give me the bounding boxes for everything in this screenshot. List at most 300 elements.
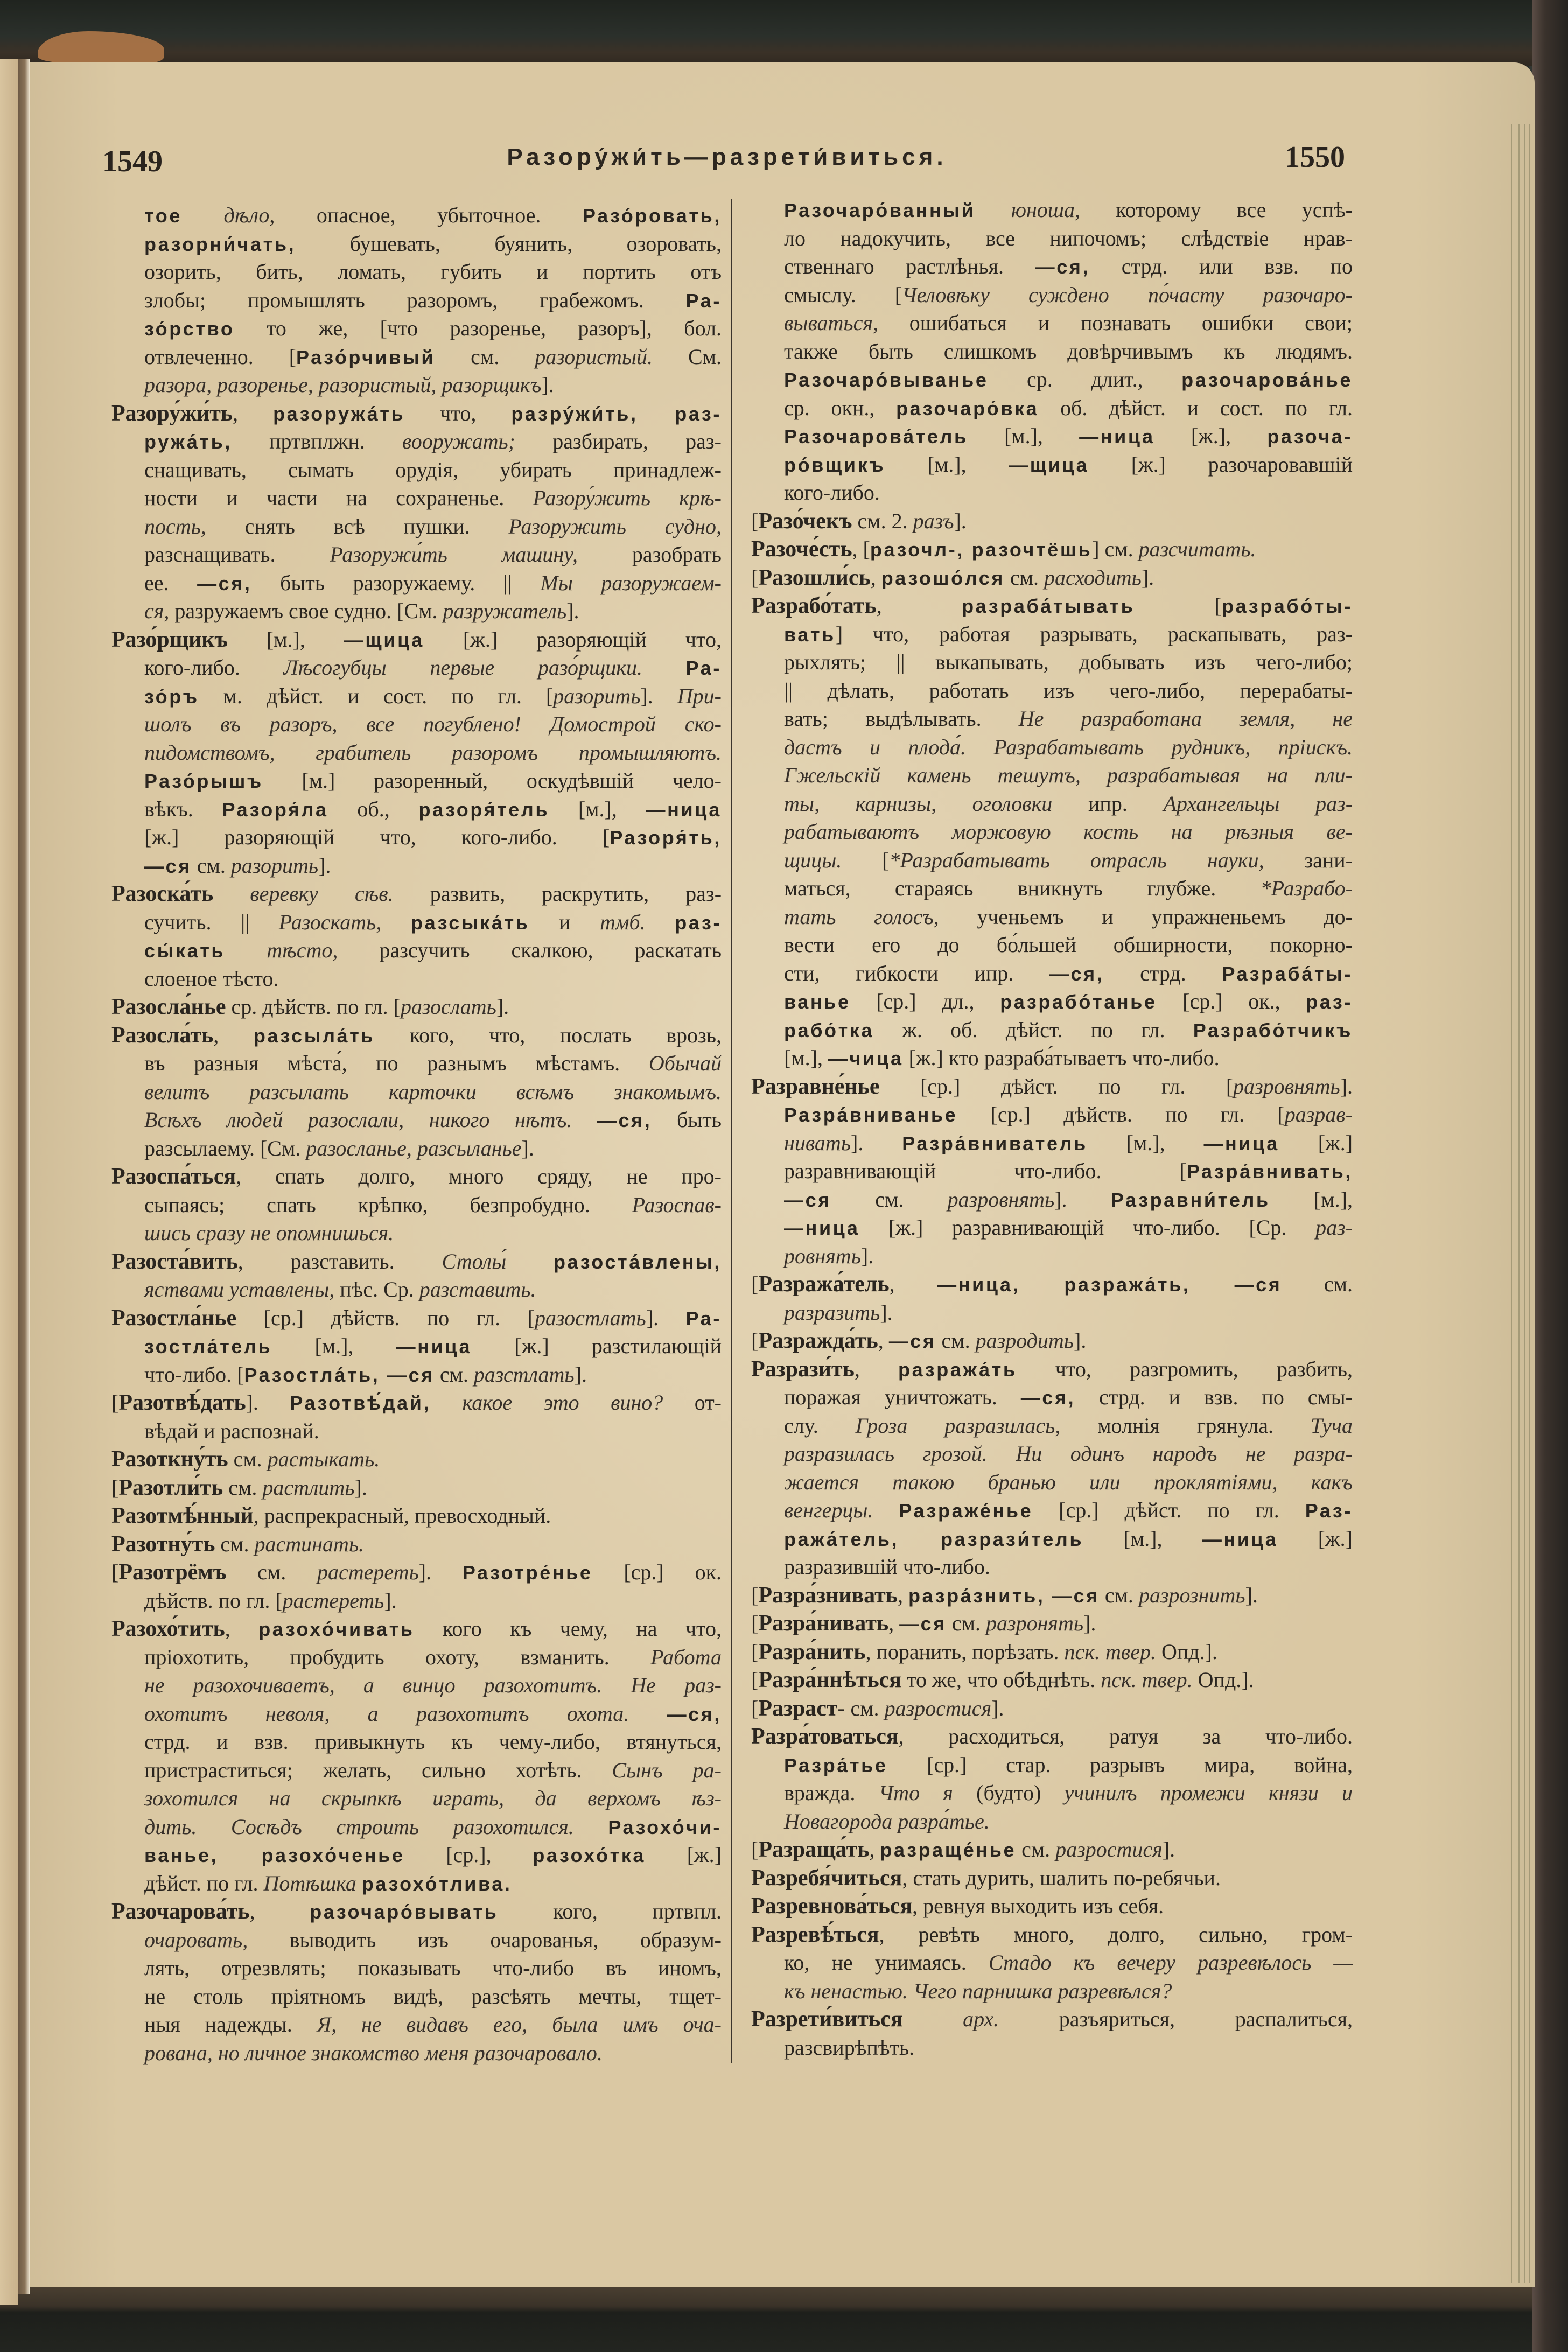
entry-text: , ревнуя выходить изъ себя.: [912, 1894, 1164, 1918]
entry-text: ].: [1054, 1187, 1111, 1212]
italic-example: разставить.: [419, 1277, 536, 1301]
entry-text: разсылаему. [См.: [144, 1136, 306, 1160]
entry-text-line: [111, 314, 722, 343]
entry-text-line: [751, 874, 1353, 903]
spaced-bold-form: Разочаро́ванный: [784, 199, 976, 221]
entry-text: [975, 198, 1011, 222]
entry-text-line: [111, 710, 722, 739]
entry-text-line: [751, 1808, 1353, 1836]
spaced-bold-form: разочаро́вка: [896, 397, 1039, 419]
headword: Разохо́тить: [111, 1616, 225, 1641]
entry-text: [: [751, 1668, 759, 1692]
spaced-bold-form: разру́жи́ть, раз-: [511, 402, 722, 425]
entry-text-line: [111, 428, 722, 456]
italic-example: растереть: [317, 1560, 419, 1584]
entry-text: стрд. или взв. по: [1090, 254, 1353, 278]
entry-text-line: [111, 1728, 722, 1756]
entry-text: разравнивающій что-либо. [: [784, 1159, 1187, 1183]
spaced-bold-form: зостла́тель: [144, 1335, 272, 1357]
left-column: [111, 201, 722, 2067]
italic-example: разстлать: [473, 1362, 575, 1387]
entry-headword-line: [111, 1474, 722, 1502]
spaced-bold-form: —ся,: [197, 572, 252, 594]
entry-text: ].: [1141, 565, 1154, 590]
entry-text-line: [111, 795, 722, 824]
entry-text: снять всѣ пушки.: [206, 514, 509, 538]
headword: Разошли́сь: [758, 565, 871, 590]
italic-example: пидомствомъ, грабитель разоромъ промышляютъ.: [144, 740, 722, 765]
entry-text: [381, 910, 411, 934]
italic-example: Разоружить судно,: [508, 514, 722, 538]
entry-text: ].: [954, 508, 967, 533]
entry-headword-line: [111, 1163, 722, 1191]
spaced-bold-form: ро́вщикъ: [784, 453, 886, 476]
entry-text-line: [751, 1157, 1353, 1186]
entry-text: [м.],: [228, 627, 344, 652]
entry-headword-line: [111, 880, 722, 908]
entry-text: см.: [946, 1611, 986, 1635]
spaced-bold-form: Ра-: [685, 289, 722, 312]
entry-text: стрд.: [1104, 961, 1222, 985]
entry-text: [225, 938, 267, 962]
italic-example: Что я: [878, 1781, 953, 1805]
spaced-bold-form: ванье: [784, 991, 851, 1013]
entry-text: дѣйст. по гл.: [144, 1871, 264, 1895]
entry-text: об.,: [328, 796, 419, 821]
entry-text: , разставить.: [237, 1249, 442, 1273]
entry-text: въ разныя мѣста́, по разнымъ мѣстамъ.: [144, 1051, 649, 1075]
italic-example: венгерцы.: [784, 1498, 873, 1522]
headword: Разра́нить: [758, 1639, 866, 1664]
entry-text: см.: [215, 1531, 255, 1556]
entry-text: ] что, работая разрывать, раскапывать, раз-: [835, 621, 1353, 646]
entry-text: ].: [860, 1243, 874, 1268]
entry-text: [356, 1871, 362, 1895]
italic-example: Обычай: [648, 1051, 722, 1075]
entry-text: разбирать, раз-: [515, 429, 722, 453]
italic-example: Гроза разразилась,: [855, 1413, 1061, 1438]
italic-example: разорить: [230, 853, 319, 878]
italic-example: охотитъ неволя, а разохотитъ охота.: [144, 1701, 629, 1726]
entry-text: снащивать, сымать орудія, убирать принадлеж-: [144, 457, 722, 482]
headword: Разоска́ть: [111, 881, 214, 906]
entry-text-line: [751, 2034, 1353, 2062]
entry-text: [574, 1815, 608, 1839]
spaced-bold-form: Ра-: [685, 1307, 722, 1329]
entry-text-line: [111, 1870, 722, 1898]
entry-text: ж. об. дѣйст. по гл.: [874, 1017, 1193, 1042]
entry-headword-line: [111, 1248, 722, 1276]
entry-text-line: [111, 1813, 722, 1842]
entry-text: ].: [1083, 1611, 1096, 1635]
entry-text: [646, 910, 675, 934]
entry-text: [642, 655, 686, 680]
italic-example: къ ненастью. Чего парнишка разревѣлся?: [784, 1978, 1172, 2003]
spaced-bold-form: раз-: [675, 911, 722, 934]
entry-text: [ср.] ок.,: [1157, 989, 1306, 1013]
entry-text: не столь пріятномъ видѣ, разсѣять мечты, тщет-: [144, 1984, 722, 2008]
entry-text-line: [751, 988, 1353, 1016]
headword: Разра́нивать: [758, 1611, 889, 1636]
headword: Разотли́ть: [118, 1475, 223, 1500]
entry-text-line: [751, 931, 1353, 960]
spaced-bold-form: —ница: [396, 1335, 472, 1357]
book-cover-top: [0, 0, 1568, 66]
entry-text: [ж.] разравнивающій что-либо. [Ср.: [859, 1215, 1316, 1240]
entry-headword-line: [751, 1609, 1353, 1638]
entry-text-line: [111, 484, 722, 513]
entry-text-line: [751, 1044, 1353, 1073]
entry-text: и: [529, 909, 600, 934]
entry-headword-line: [111, 1530, 722, 1559]
entry-text: ученьемъ и упражненьемъ до-: [939, 904, 1353, 929]
entry-text-line: [111, 1983, 722, 2011]
spaced-bold-form: Разоря́ла: [222, 798, 328, 821]
entry-text: кого-либо.: [784, 480, 880, 505]
entry-headword-line: [751, 1723, 1353, 1751]
running-head: Разору́жи́ть—разрети́виться.: [507, 144, 947, 170]
italic-example: Архангельцы раз-: [1163, 791, 1353, 816]
entry-text: разсучить скалкою, раскатать: [338, 938, 722, 962]
entry-text: пѣс. Ср.: [334, 1277, 419, 1301]
entry-text: что, разгромить, разбить,: [1017, 1356, 1353, 1381]
entry-headword-line: [111, 1615, 722, 1643]
entry-text: [: [842, 848, 890, 872]
entry-text: [: [751, 565, 759, 590]
entry-text: ].: [851, 1130, 902, 1155]
entry-text: , стать дурить, шалить по-ребячьи.: [902, 1865, 1221, 1890]
entry-text: ].: [521, 1136, 534, 1160]
entry-text: ,: [888, 1611, 900, 1635]
entry-text-line: [751, 225, 1353, 253]
spaced-bold-form: Разохо́чи-: [608, 1816, 722, 1838]
entry-text-line: [111, 1219, 722, 1248]
spaced-bold-form: разража́ть: [898, 1358, 1017, 1381]
italic-example: Гжельскій камень тешутъ, разрабатывая на пли-: [784, 763, 1353, 787]
entry-text: также быть слишкомъ довѣрчивымъ къ людямъ.: [784, 339, 1353, 363]
entry-text: , расходиться, ратуя за что-либо.: [898, 1724, 1353, 1748]
spaced-bold-form: разраще́нье: [880, 1839, 1017, 1861]
entry-text: ] см.: [1092, 537, 1139, 561]
italic-example: жается такою бранью или проклятіями, какъ: [784, 1469, 1353, 1494]
italic-example: пск. твер.: [1064, 1639, 1156, 1664]
entry-text: ,: [878, 1328, 889, 1353]
entry-text: [: [111, 1475, 119, 1500]
italic-example: растинать.: [254, 1531, 365, 1556]
spaced-bold-form: Раз-: [1305, 1500, 1353, 1522]
entry-text: кого къ чему, на что,: [414, 1616, 722, 1641]
italic-example: *Разрабатывать отрасль науки,: [889, 848, 1264, 872]
entry-text-line: [111, 201, 722, 230]
italic-example: какое это вино?: [462, 1390, 663, 1415]
entry-text: [506, 1249, 554, 1273]
italic-example: ты, карнизы, оголовки: [784, 791, 1053, 816]
spaced-bold-form: —ся,: [1035, 256, 1090, 278]
italic-example: Столы́: [442, 1249, 507, 1273]
italic-example: При-: [677, 683, 722, 708]
italic-example: разростися: [1055, 1837, 1163, 1861]
headword: Разоста́вить: [111, 1249, 238, 1274]
spaced-bold-form: Разоря́ть,: [610, 827, 722, 849]
italic-example: растыкать.: [267, 1447, 380, 1471]
entry-text: см.: [831, 1187, 948, 1212]
entry-text: пристраститься; желать, сильно хотѣть.: [144, 1758, 612, 1782]
entry-text: [м.],: [885, 452, 1009, 477]
spaced-bold-form: разоружа́ть: [273, 402, 405, 425]
entry-text-line: [751, 366, 1353, 394]
entry-headword-line: [751, 535, 1353, 564]
entry-headword-line: [111, 1502, 722, 1530]
spaced-bold-form: сы́кать: [144, 940, 226, 962]
entry-text-line: [751, 1468, 1353, 1497]
entry-text: [: [751, 1696, 759, 1720]
spaced-bold-form: —ся: [899, 1613, 947, 1635]
italic-example: Я, не видавъ его, была имъ оча-: [317, 2012, 722, 2036]
entry-text: , опасное, убыточное.: [269, 203, 583, 227]
spaced-bold-form: разоря́тель: [418, 798, 550, 821]
italic-example: Работа: [650, 1644, 722, 1669]
spaced-bold-form: разохо́тка: [533, 1844, 646, 1866]
entry-text: [ср.],: [404, 1843, 533, 1867]
italic-example: Потѣшка: [263, 1871, 356, 1895]
italic-example: разрознить: [1138, 1583, 1245, 1607]
italic-example: разосланье, разсыланье: [306, 1136, 522, 1160]
spaced-bold-form: Разра́внивать,: [1186, 1160, 1353, 1182]
italic-example: нивать: [784, 1130, 851, 1155]
entry-text: [431, 1390, 462, 1415]
italic-example: Разоружи́ть машину,: [330, 542, 578, 566]
italic-example: дѣло: [223, 203, 270, 227]
entry-text: ].: [354, 1475, 367, 1500]
italic-example: шись сразу не опомнишься.: [144, 1221, 394, 1245]
spaced-bold-form: Разочарова́тель: [784, 425, 968, 447]
entry-text: об. дѣйст. и сост. по гл.: [1039, 395, 1353, 420]
italic-example: не разохочиваетъ, а винцо разохотитъ. Не раз-: [144, 1673, 722, 1697]
entry-text: ср. длит.,: [988, 367, 1182, 391]
spaced-bold-form: Разо́рышъ: [144, 770, 263, 792]
spaced-bold-form: —ница: [784, 1217, 860, 1239]
entry-text: сыпаясь; спать крѣпко, безпробудно.: [144, 1192, 632, 1217]
entry-text-line: [751, 733, 1353, 762]
entry-text: , спать долго, много сряду, не про-: [236, 1164, 722, 1188]
entry-text-line: [751, 451, 1353, 479]
spaced-bold-form: разохо́чивать: [258, 1618, 415, 1640]
entry-text-line: [751, 1129, 1353, 1158]
spaced-bold-form: вать: [784, 623, 836, 646]
entry-text-line: [111, 823, 722, 852]
entry-text: ].: [246, 1390, 290, 1415]
entry-headword-line: [751, 1864, 1353, 1893]
italic-example: ся,: [144, 599, 170, 623]
entry-text-line: [111, 1135, 722, 1163]
headword: Разо́рщикъ: [111, 627, 228, 652]
spaced-bold-form: разрабо́ты-: [1222, 595, 1353, 617]
entry-text: см.: [1099, 1583, 1139, 1607]
entry-text: ].: [640, 683, 677, 708]
spaced-bold-form: разрабо́танье: [1000, 991, 1157, 1013]
facing-page-edge: [0, 59, 18, 2305]
entry-text-line: [751, 309, 1353, 338]
italic-example: тать голосъ,: [784, 904, 939, 929]
entry-text: ].: [566, 599, 579, 623]
entry-text: слоеное тѣсто.: [144, 966, 279, 991]
italic-example: разростися: [884, 1696, 992, 1720]
italic-example: пск. твер.: [1101, 1668, 1193, 1692]
entry-text: ло надокучить, все нипочомъ; слѣдствіе нрав-: [784, 226, 1353, 250]
column-rule: [731, 199, 732, 2063]
entry-text: ].: [384, 1588, 397, 1613]
entry-text: то же, что обѣднѣть.: [901, 1668, 1101, 1692]
entry-text: [ср.] дѣйст. по гл. [: [879, 1074, 1234, 1098]
entry-text: ныя надежды.: [144, 2012, 317, 2036]
entry-text: ].: [991, 1696, 1004, 1720]
entry-text: ,: [233, 401, 274, 425]
spaced-bold-form: разочл-, разочтёшь: [870, 538, 1093, 561]
headword: Разра́ннѣться: [758, 1668, 902, 1692]
entry-text: См.: [653, 344, 722, 369]
spaced-bold-form: Разотре́нье: [462, 1562, 593, 1584]
entry-text: рыхлять; || выкапывать, добывать изъ чего-либо;: [784, 650, 1353, 674]
entry-text: вѣдай и распознай.: [144, 1418, 319, 1443]
entry-text-line: [111, 513, 722, 541]
entry-text: слу.: [784, 1413, 856, 1438]
entry-text: разснащивать.: [144, 542, 330, 566]
entry-text-line: [751, 1525, 1353, 1553]
spaced-bold-form: —ся,: [667, 1703, 722, 1725]
spaced-bold-form: зо́ръ: [144, 685, 199, 708]
entry-text-line: [751, 818, 1353, 846]
spaced-bold-form: зо́рство: [144, 318, 235, 340]
entry-text: [213, 881, 250, 906]
entry-text: [182, 203, 224, 227]
entry-text-line: [111, 654, 722, 682]
italic-example: Стадо къ вечеру разревѣлось —: [988, 1950, 1353, 1975]
entry-text: ,: [889, 1272, 937, 1296]
entry-text-line: [111, 1276, 722, 1304]
headword: Разо́чекъ: [758, 508, 852, 534]
page-number-left: 1549: [102, 145, 163, 178]
spaced-bold-form: ража́тель, разрази́тель: [784, 1528, 1084, 1550]
italic-example: растереть: [282, 1588, 384, 1613]
italic-example: тѣсто,: [267, 938, 338, 962]
entry-headword-line: [111, 1898, 722, 1926]
entry-text-line: [751, 1101, 1353, 1129]
page-stack-edge: [1511, 124, 1512, 2283]
italic-example: разористый.: [535, 344, 653, 369]
entry-text: что,: [405, 401, 512, 425]
entry-text: [ср.] дѣйст. по гл.: [1033, 1498, 1305, 1522]
italic-example: Разоскать,: [278, 909, 382, 934]
entry-text: [873, 1498, 899, 1522]
entry-text-line: [751, 338, 1353, 366]
entry-text-line: [751, 1242, 1353, 1271]
entry-text: , ревѣть много, долго, сильно, гром-: [879, 1922, 1353, 1947]
entry-text: выводить изъ очарованья, образум-: [248, 1927, 722, 1952]
entry-text-line: [751, 1779, 1353, 1808]
entry-headword-line: [751, 564, 1353, 592]
entry-text-line: [111, 456, 722, 485]
entry-headword-line: [751, 1355, 1353, 1384]
entry-text-line: [751, 903, 1353, 932]
book-cover-right: [1532, 0, 1568, 2352]
entry-text-line: [751, 960, 1353, 988]
entry-text-line: [751, 479, 1353, 507]
italic-example: разразить: [784, 1300, 880, 1325]
italic-example: Сынъ ра-: [612, 1758, 722, 1782]
italic-example: ровнять: [784, 1243, 861, 1268]
entry-text: , поранить, порѣзать.: [865, 1639, 1065, 1664]
spaced-bold-form: Разочаро́выванье: [784, 369, 989, 391]
entry-text: м. дѣйст. и сост. по гл. [: [199, 683, 554, 708]
headword: Разражда́ть: [758, 1328, 878, 1353]
spaced-bold-form: Разраба́ты-: [1222, 962, 1353, 985]
entry-text: [: [1135, 593, 1222, 618]
headword: Разочарова́ть: [111, 1899, 250, 1924]
entry-headword-line: [751, 2005, 1353, 2034]
entry-text: сучить. ||: [144, 909, 279, 934]
entry-text: ипр.: [1052, 791, 1164, 816]
entry-text: стрд. и взв. по смы-: [1075, 1385, 1353, 1409]
entry-text: ,: [869, 1837, 880, 1861]
headword: Разоспа́ться: [111, 1164, 236, 1189]
entry-text: ,: [854, 1356, 899, 1381]
entry-text-line: [111, 1417, 722, 1446]
entry-text: озорить, бить, ломать, губить и портить отъ: [144, 260, 722, 284]
page-stack-edge: [1529, 124, 1530, 2283]
entry-text-line: [111, 1049, 722, 1078]
entry-text: ср. дѣйств. по гл. [: [226, 995, 401, 1019]
italic-example: разродить: [975, 1328, 1074, 1353]
entry-headword-line: [111, 1558, 722, 1587]
entry-text: вѣкъ.: [144, 796, 222, 821]
spaced-bold-form: ружа́ть,: [144, 431, 232, 453]
spaced-bold-form: разоча-: [1267, 425, 1353, 447]
entry-text: [: [751, 508, 759, 533]
entry-headword-line: [111, 993, 722, 1021]
entry-headword-line: [111, 1445, 722, 1474]
entry-text: ].: [541, 373, 554, 397]
entry-text-line: [111, 852, 722, 880]
italic-example: веревку сѣв.: [250, 881, 394, 906]
entry-headword-line: [751, 1638, 1353, 1667]
spaced-bold-form: Разра́тье: [784, 1754, 888, 1776]
entry-headword-line: [751, 1921, 1353, 1949]
entry-text: см.: [228, 1447, 268, 1471]
entry-text-line: [111, 1756, 722, 1785]
entry-text: ,: [225, 1616, 259, 1641]
entry-text: вать; выдѣлывать.: [784, 706, 1019, 731]
italic-example: разразилась грозой. Ни одинъ народъ не разра-: [784, 1441, 1353, 1466]
entry-text: [: [751, 1611, 759, 1635]
headword: Разрази́ть: [751, 1356, 855, 1382]
entry-text: ,: [870, 565, 881, 590]
italic-example: разровнять: [947, 1187, 1055, 1212]
entry-text-line: [751, 677, 1353, 705]
entry-text: [ж.],: [1154, 424, 1268, 448]
entry-text: ].: [1162, 1837, 1175, 1861]
italic-example: дастъ и плода́. Разрабатывать рудникъ, пріискъ.: [784, 734, 1353, 759]
book-cover-bottom: [0, 2286, 1568, 2352]
italic-example: велитъ разсылать карточки всѣмъ знакомымъ.: [144, 1079, 722, 1104]
entry-text: которому все успѣ-: [1080, 198, 1353, 222]
spaced-bold-form: —ница: [1079, 425, 1155, 447]
italic-example: вываться,: [784, 311, 878, 335]
entry-text-line: [751, 1751, 1353, 1780]
entry-headword-line: [111, 626, 722, 654]
entry-text: [: [111, 1390, 119, 1415]
italic-example: яствами уставлены,: [144, 1277, 335, 1301]
headword: Разравне́нье: [751, 1074, 880, 1099]
